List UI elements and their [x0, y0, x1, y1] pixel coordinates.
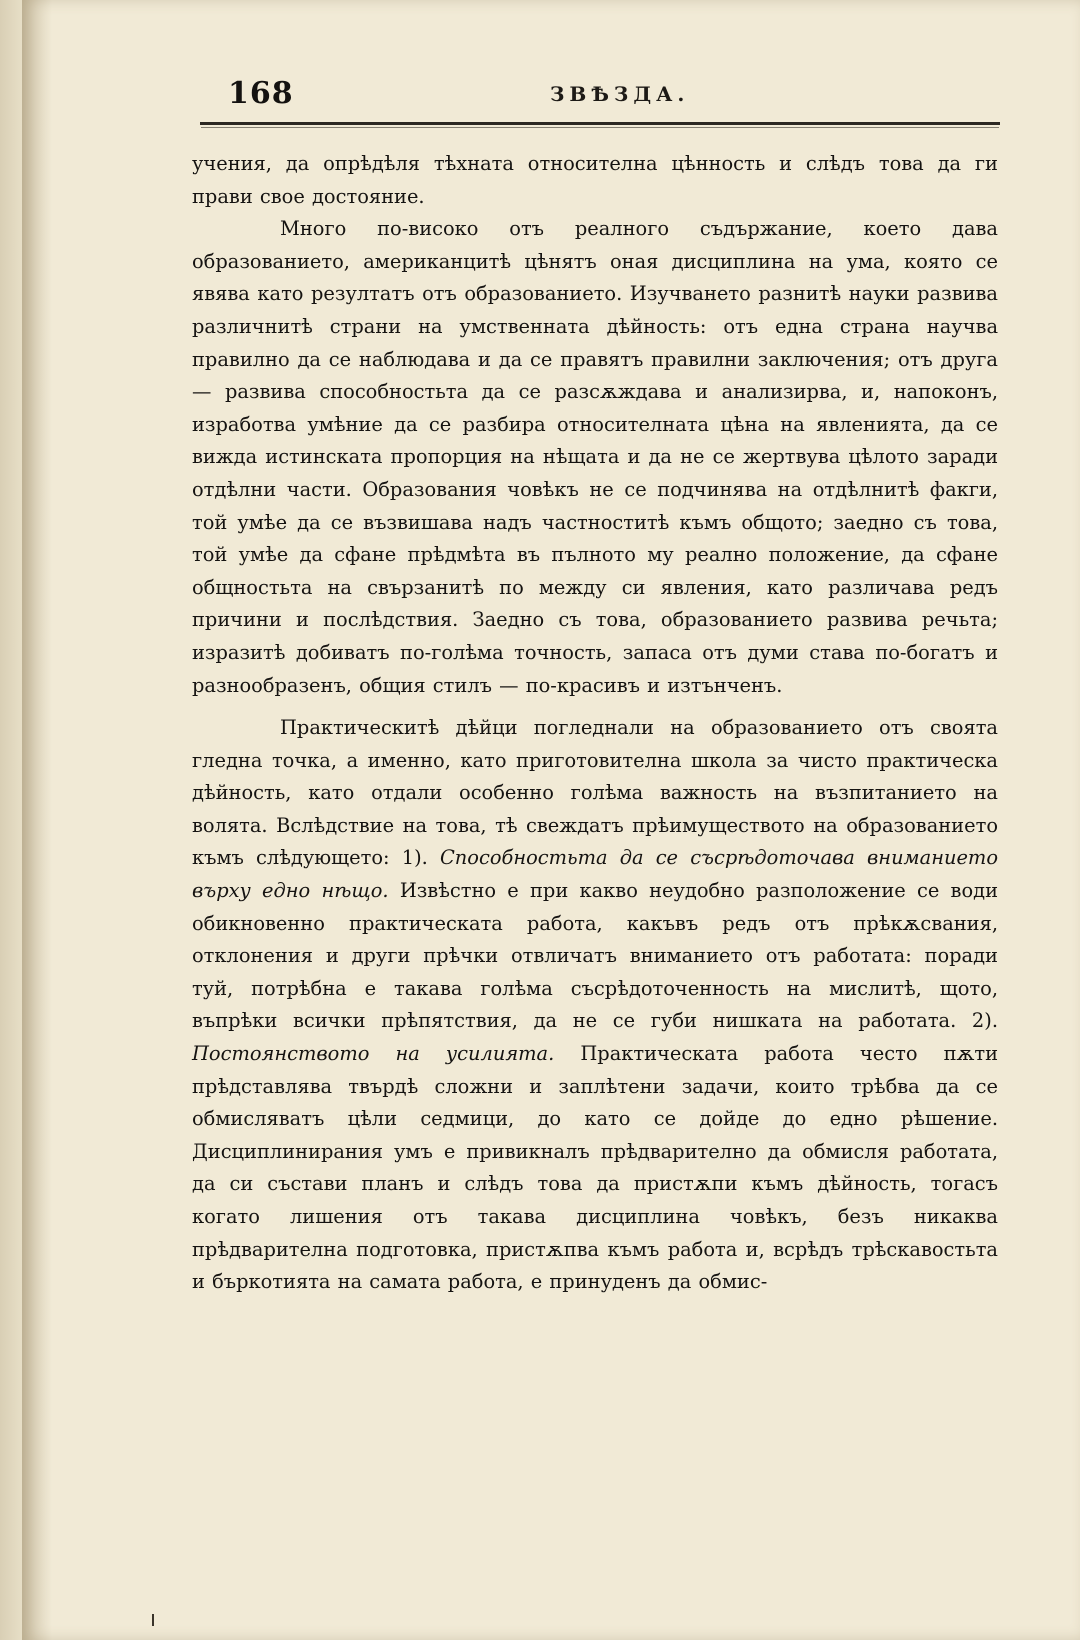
header-divider [200, 122, 1000, 125]
paragraph-practical [192, 712, 998, 1299]
practical-end: Практическата работа често пѫти прѣдставлява твърдѣ сложни и заплѣтени задачи, които трѣбва да се обмисляватъ цѣли седмици, до като се дойде до едно рѣшение. Дисциплинирания умъ е привикналъ прѣдварително да обмисля работата, да си състави планъ и слѣдъ това да пристѫпи къмъ дѣйность, тогасъ когато лишения отъ такава дисциплина човѣкъ, безъ никаква прѣдварителна подготовка, пристѫпва къмъ работа и, всрѣдъ трѣскавостьта и бъркотията на самата работа, е принуденъ да обмис- [192, 1042, 998, 1294]
body-text [192, 148, 998, 1299]
page-number: 168 [228, 76, 294, 111]
paragraph-continuation: учения, да опрѣдѣля тѣхната относителна цѣнность и слѣдъ това да ги прави свое достояние. [192, 152, 998, 208]
page-header [210, 70, 1000, 120]
emphasis-concentration: Способностьта да се съсрѣдоточава вниманието върху едно нѣщо. [192, 846, 998, 903]
running-title: ЗВѢЗДА. [550, 82, 690, 106]
margin-mark [152, 1614, 154, 1626]
practical-intro: Практическитѣ дѣйци погледнали на образованието отъ своята гледна точка, а именно, като приготовителна школа за чисто практическа дѣйность, като отдали особенно голѣма важность на възпитанието на волята. Вслѣдствие на това, тѣ свеждатъ прѣимуществото на образованието къмъ слѣдующето: 1). [192, 716, 998, 870]
paragraph-discipline: Много по-високо отъ реалного съдържание, което дава образованието, американцитѣ цѣнятъ оная дисциплина на ума, която се явява като резултатъ отъ образованието. Изучването разнитѣ науки развива различнитѣ страни на умственната дѣйность: отъ една страна научва правилно да се наблюдава и да се правятъ правилни заключения; отъ друга — развива способностьта да се разсѫждава и анализирва, и, напоконъ, изработва умѣние да се разбира относителната цѣна на явленията, да се вижда истинската пропорция на нѣщата и да не се жертвува цѣлото заради отдѣлни части. Образования човѣкъ не се подчинява на отдѣлнитѣ факги, той умѣе да се възвишава надъ частноститѣ къмъ общото; заедно съ това, той умѣе да сфане прѣдмѣта въ пълното му реално положение, да сфане общностьта на свързанитѣ по между си явления, като различава редъ причини и послѣдствия. Заедно съ това, образованието развива речьта; изразитѣ добиватъ по-голѣма точность, запаса отъ думи става по-богатъ и разнообразенъ, общия стилъ — по-красивъ и изтънченъ. [192, 217, 998, 697]
emphasis-persistence: Постоянството на усилията. [192, 1042, 555, 1066]
page-gutter-shadow [22, 0, 52, 1640]
practical-middle: Извѣстно е при какво неудобно разположение се води обикновенно практическата работа, какъвъ редъ отъ прѣкѫсвания, отклонения и други прѣчки отвличатъ вниманието отъ работата: поради туй, потрѣбна е такава голѣма съсрѣдоточенность на мислитѣ, щото, въпрѣки всички прѣпятствия, да не се губи нишката на работата. 2). [192, 879, 998, 1033]
